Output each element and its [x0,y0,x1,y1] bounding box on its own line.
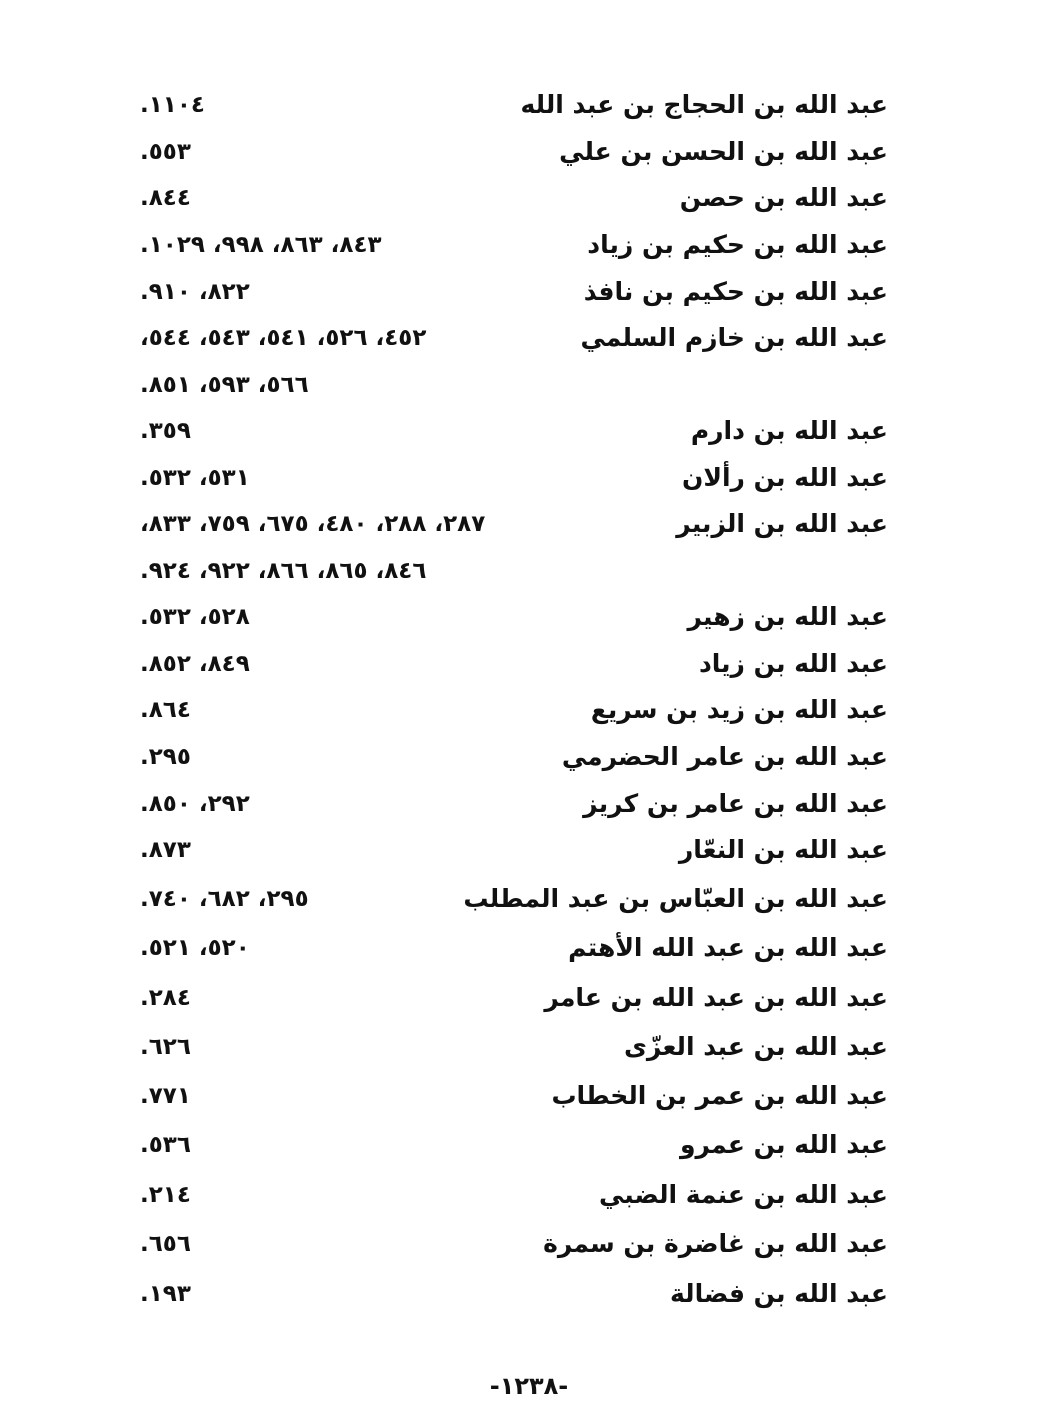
index-entry [0,642,1058,686]
index-entry-continuation [0,363,1058,407]
entry-name: عبد الله بن الحسن بن علي [559,137,888,166]
entry-pages: ٨٤٣، ٨٦٣، ٩٩٨، ١٠٢٩. [140,232,382,258]
entry-pages: ٥٢٠، ٥٢١. [140,935,250,961]
page-number: -١٢٣٨- [489,1372,569,1400]
index-entry [0,176,1058,220]
entry-name: عبد الله بن زهير [687,602,888,631]
entry-pages: ٥٣١، ٥٣٢. [140,465,250,491]
entry-pages: ٨٢٢، ٩١٠. [140,279,250,305]
index-entry [0,130,1058,174]
index-entry [0,976,1058,1020]
entry-name: عبد الله بن حكيم بن نافذ [583,277,888,306]
entry-pages: ٢٨٤. [140,985,191,1011]
entry-name: عبد الله بن عبد الله بن عامر [544,983,888,1012]
entry-name: عبد الله بن عبد الله الأهتم [568,933,888,962]
index-entry [0,409,1058,453]
entry-pages: ٢٩٥، ٦٨٢، ٧٤٠. [140,886,309,912]
index-entry [0,316,1058,360]
entry-name: عبد الله بن دارم [690,416,888,445]
entry-pages: ٤٥٢، ٥٢٦، ٥٤١، ٥٤٣، ٥٤٤، [140,325,427,351]
index-entry [0,735,1058,779]
entry-name: عبد الله بن العبّاس بن عبد المطلب [463,884,888,913]
entry-name: عبد الله بن خازم السلمي [580,323,888,352]
index-entry [0,223,1058,267]
entry-name: عبد الله بن الزبير [676,509,888,538]
index-entry [0,877,1058,921]
entry-pages: ٨٦٤. [140,697,191,723]
entry-name: عبد الله بن حكيم بن زياد [587,230,888,259]
entry-name: عبد الله بن عمرو [680,1130,888,1159]
entry-name: عبد الله بن رألان [682,463,888,492]
entry-pages: ٧٧١. [140,1083,191,1109]
entry-pages: ٢٩٢، ٨٥٠. [140,791,250,817]
entry-pages: ٨٤٩، ٨٥٢. [140,651,250,677]
entry-name: عبد الله بن الحجاج بن عبد الله [520,90,888,119]
entry-name: عبد الله بن النعّار [678,835,888,864]
index-entry-continuation [0,549,1058,593]
index-entry [0,926,1058,970]
entry-name: عبد الله بن زيد بن سريع [590,695,888,724]
entry-name: عبد الله بن فضالة [670,1279,888,1308]
index-entry [0,83,1058,127]
index-entry [0,1222,1058,1266]
entry-name: عبد الله بن غاضرة بن سمرة [543,1229,888,1258]
entry-pages: ١٩٣. [140,1281,191,1307]
index-entry [0,828,1058,872]
entry-pages: ٢١٤. [140,1182,191,1208]
entry-pages: ٢٨٧، ٢٨٨، ٤٨٠، ٦٧٥، ٧٥٩، ٨٣٣، [140,511,486,537]
entry-pages: ٨٤٦، ٨٦٥، ٨٦٦، ٩٢٢، ٩٢٤. [140,558,427,584]
entry-pages: ٣٥٩. [140,418,191,444]
entry-pages: ٨٧٣. [140,837,191,863]
entry-name: عبد الله بن زياد [698,649,888,678]
index-entry [0,688,1058,732]
entry-name: عبد الله بن عمر بن الخطاب [551,1081,888,1110]
entry-pages: ٥٢٨، ٥٣٢. [140,604,250,630]
index-entry [0,1074,1058,1118]
entry-pages: ٨٤٤. [140,185,191,211]
entry-pages: ٥٣٦. [140,1132,191,1158]
entry-name: عبد الله بن عنمة الضبي [598,1180,888,1209]
index-entry [0,595,1058,639]
index-entry [0,456,1058,500]
entry-name: عبد الله بن عامر الحضرمي [561,742,888,771]
index-entry [0,270,1058,314]
index-entry [0,502,1058,546]
entry-pages: ٦٢٦. [140,1034,191,1060]
index-entry [0,1173,1058,1217]
index-entry [0,1123,1058,1167]
index-entry [0,782,1058,826]
entry-name: عبد الله بن عبد العزّى [623,1032,888,1061]
entry-pages: ٢٩٥. [140,744,191,770]
entry-pages: ٥٦٦، ٥٩٣، ٨٥١. [140,372,309,398]
entry-pages: ٦٥٦. [140,1231,191,1257]
entry-name: عبد الله بن عامر بن كريز [583,789,888,818]
index-entry [0,1025,1058,1069]
index-entry [0,1272,1058,1316]
entry-pages: ٥٥٣. [140,139,191,165]
entry-pages: ١١٠٤. [140,92,205,118]
entry-name: عبد الله بن حصن [679,183,888,212]
